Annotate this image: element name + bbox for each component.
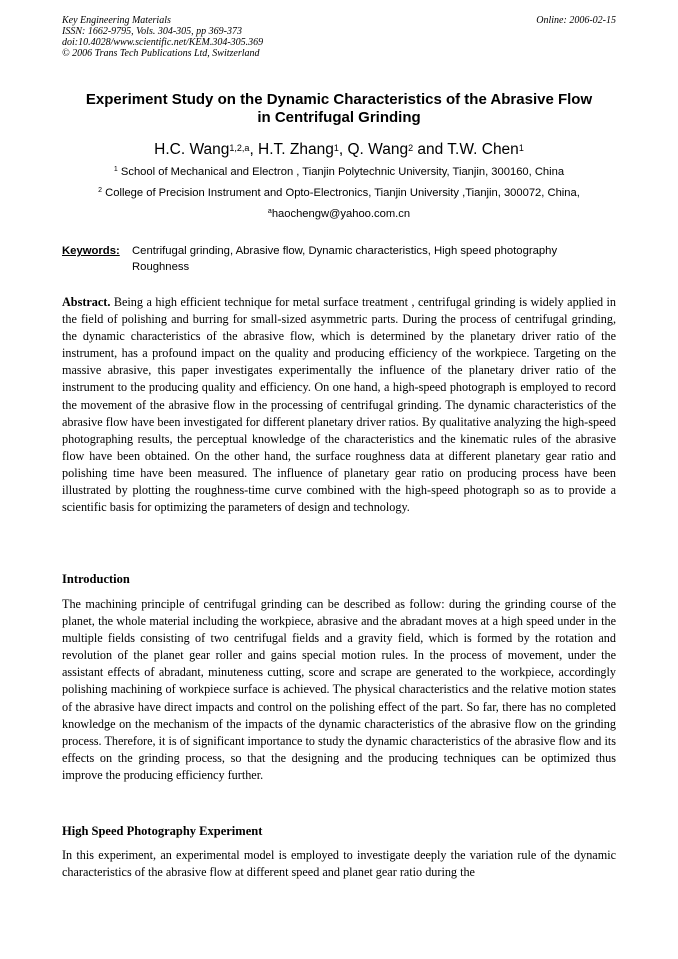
author-3: , Q. Wang: [338, 141, 409, 158]
title-line-2: in Centrifugal Grinding: [257, 109, 421, 126]
keywords-label: Keywords:: [62, 245, 120, 257]
affiliation-1-text: School of Mechanical and Electron , Tianjin Polytechnic University, Tianjin, 300160, China: [117, 166, 565, 178]
journal-header: [62, 15, 263, 59]
author-4: and T.W. Chen: [413, 141, 519, 158]
author-4-sup: 1: [518, 143, 524, 153]
issn-line: ISSN: 1662-9795, Vols. 304-305, pp 369-373: [62, 26, 242, 37]
keywords-line-2: Roughness: [132, 261, 190, 273]
author-3-sup: 2: [408, 143, 414, 153]
introduction-heading: Introduction: [62, 572, 130, 586]
author-2: , H.T. Zhang: [249, 141, 334, 158]
keywords-text: [132, 243, 612, 275]
email-text: haochengw@yahoo.com.cn: [271, 208, 411, 220]
title-line-1: Experiment Study on the Dynamic Characteristics of the Abrasive Flow: [85, 91, 593, 108]
affiliation-1-sup: 1: [113, 166, 118, 173]
keywords-line-1: Centrifugal grinding, Abrasive flow, Dynamic characteristics, High speed photography: [132, 245, 558, 257]
abstract-text: Being a high efficient technique for metal surface treatment , centrifugal grinding is widely applied in the field of polishing and burring for small-sized asymmetric parts. During the process of centrifugal grinding, the dynamic characteristics of the abrasive flow, which is determined by the planetary driver ratio of the instrument, has a profound impact on the quality and producing efficiency of the workpiece. Targeting on the massive abrasive, this paper investigates experimentally the influence of the planetary driver ratio of the instrument to the producing quality and efficiency. On one hand, a high-speed photograph is employed to record the movement of the abrasive flow in the processing of centrifugal grinding. The dynamic characteristics of the abrasive flow have been investigated for different planetary driver ratios. By qualitative analyzing the high-speed photographing results, the perceptual knowledge of the characteristics and the kinematic rules of the abrasive flow have been obtained. On the other hand, the surface roughness data at different planetary gear ratio and polishing time have been measured. The influence of planetary gear ratio on producing process have been illustrated by plotting the roughness-time curve combined with the high-speed photograph so as to provide a scientific basis for optimizing the parameters of design and technology.: [62, 295, 616, 515]
author-list: [62, 140, 616, 160]
affiliation-1: [50, 165, 628, 179]
doi-line: doi:10.4028/www.scientific.net/KEM.304-305.369: [62, 37, 264, 48]
author-1: H.C. Wang: [154, 141, 230, 158]
abstract-paragraph: [62, 294, 616, 516]
introduction-paragraph: The machining principle of centrifugal grinding can be described as follow: during the grinding course of the planet, the whole material including the workpiece, abrasive and the abradant moves at a high speed under in the multiple fields consisting of two centrifugal fields and a gravity field, which is formed by the rotation and revolution of the planet gear roller and gains special motion rules. In the process of movement, under the assistant effects of abradant, minuteness cutting, score and scrape are generated to the workpiece, accordingly polishing machining of workpiece surface is achieved. The physical characteristics and the relative motion states of the abrasive have direct impacts and control on the polishing effect of the part. So far, there has no completed knowledge on the mechanism of the impacts of the dynamic characteristics of the abrasive flow on the grinding process. Therefore, it is of significant importance to study the dynamic characteristics of the abrasive flow and its effects on the grinding process, so that the designing and the producing techniques can be optimized thus improve the producing efficiency further.: [62, 597, 616, 782]
abstract-label: Abstract.: [62, 295, 111, 309]
copyright-line: © 2006 Trans Tech Publications Ltd, Switzerland: [62, 48, 260, 59]
experiment-paragraph: In this experiment, an experimental model is employed to investigate deeply the variation rule of the dynamic characteristics of the abrasive flow at different speed and planet gear ratio during the: [62, 848, 616, 880]
author-1-sup: 1,2,a: [229, 143, 250, 153]
email-sup: a: [267, 208, 272, 215]
affiliation-2: [50, 186, 628, 200]
journal-name: Key Engineering Materials: [62, 15, 171, 26]
author-2-sup: 1: [333, 143, 339, 153]
paper-title: [62, 91, 616, 127]
online-date: Online: 2006-02-15: [536, 15, 616, 26]
affiliation-2-sup: 2: [98, 187, 103, 194]
author-email: [50, 207, 628, 221]
experiment-heading: High Speed Photography Experiment: [62, 824, 263, 838]
affiliation-2-text: College of Precision Instrument and Opto-Electronics, Tianjin University ,Tianjin, 300072, China,: [102, 187, 580, 199]
